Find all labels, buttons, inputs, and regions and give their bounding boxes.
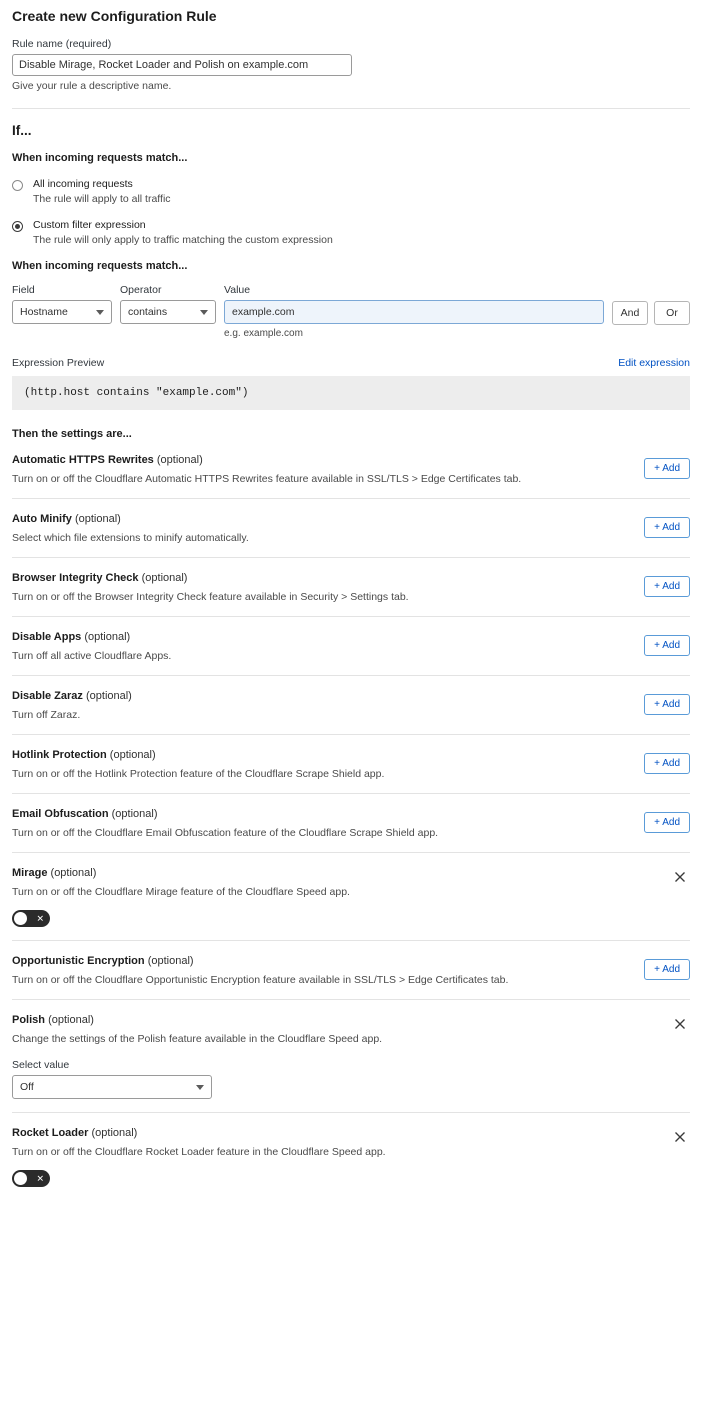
add-button[interactable]: + Add [644, 753, 690, 774]
edit-expression-link[interactable]: Edit expression [618, 357, 690, 369]
setting-name: Disable Apps [12, 631, 82, 643]
toggle-knob [14, 912, 27, 925]
polish-value-select[interactable] [12, 1075, 212, 1099]
setting-optional: (optional) [84, 631, 131, 643]
setting-name: Browser Integrity Check [12, 572, 139, 584]
builder-label: When incoming requests match... [12, 260, 188, 272]
setting-name: Opportunistic Encryption [12, 955, 145, 967]
setting-desc: Turn on or off the Cloudflare Mirage feature of the Cloudflare Speed app. [12, 886, 350, 898]
setting-optional: (optional) [156, 454, 203, 466]
setting-desc: Turn on or off the Cloudflare Rocket Loader feature in the Cloudflare Speed app. [12, 1146, 386, 1158]
radio-title: All incoming requests [33, 178, 133, 190]
chevron-down-icon [96, 310, 104, 315]
setting-name: Email Obfuscation [12, 808, 109, 820]
field-select[interactable] [12, 300, 112, 324]
setting-name: Mirage [12, 867, 48, 879]
add-button[interactable]: + Add [644, 458, 690, 479]
radio-custom-filter-expression[interactable] [12, 219, 690, 246]
setting-title [12, 1127, 690, 1139]
then-heading: Then the settings are... [12, 428, 132, 440]
and-or-buttons [612, 284, 690, 325]
setting-browser-integrity-check [12, 557, 690, 616]
setting-desc: Turn on or off the Browser Integrity Check feature available in Security > Settings tab. [12, 591, 409, 603]
field-column [12, 284, 112, 324]
setting-title [12, 867, 690, 879]
add-button[interactable]: + Add [644, 517, 690, 538]
setting-desc: Turn on or off the Cloudflare Email Obfuscation feature of the Cloudflare Scrape Shield app. [12, 827, 439, 839]
toggle-off-icon: ✕ [36, 913, 44, 923]
rocket-loader-toggle[interactable] [12, 1170, 50, 1187]
setting-title [12, 808, 690, 820]
remove-icon[interactable] [672, 1016, 688, 1032]
setting-title [12, 572, 690, 584]
setting-automatic-https-rewrites [12, 440, 690, 498]
chevron-down-icon [200, 310, 208, 315]
and-button[interactable]: And [612, 301, 648, 325]
setting-name: Auto Minify [12, 513, 72, 525]
chevron-down-icon [196, 1085, 204, 1090]
setting-optional: (optional) [141, 572, 188, 584]
rule-name-help: Give your rule a descriptive name. [12, 80, 172, 92]
radio-icon[interactable] [12, 180, 23, 191]
setting-desc: Turn off all active Cloudflare Apps. [12, 650, 172, 662]
setting-title [12, 454, 690, 466]
setting-disable-apps [12, 616, 690, 675]
setting-optional: (optional) [48, 1014, 94, 1026]
setting-polish [12, 999, 690, 1112]
setting-desc: Turn on or off the Cloudflare Opportunistic Encryption feature available in SSL/TLS > Edge Certificates tab. [12, 974, 509, 986]
setting-name: Hotlink Protection [12, 749, 107, 761]
divider [12, 108, 690, 109]
setting-desc: Turn off Zaraz. [12, 709, 81, 721]
setting-optional: (optional) [85, 690, 132, 702]
setting-name: Rocket Loader [12, 1127, 89, 1139]
rule-name-input[interactable] [12, 54, 352, 76]
page-title: Create new Configuration Rule [12, 8, 217, 24]
toggle-off-icon: ✕ [36, 1173, 44, 1183]
setting-optional: (optional) [111, 808, 158, 820]
setting-email-obfuscation [12, 793, 690, 852]
setting-optional: (optional) [91, 1127, 138, 1139]
rule-name-label: Rule name (required) [12, 38, 112, 50]
remove-icon[interactable] [672, 869, 688, 885]
if-heading: If... [12, 123, 32, 138]
select-value-label: Select value [12, 1059, 70, 1071]
setting-opportunistic-encryption [12, 940, 690, 999]
setting-title [12, 1014, 690, 1026]
setting-desc: Select which file extensions to minify automatically. [12, 532, 249, 544]
radio-desc: The rule will apply to all traffic [33, 193, 171, 205]
add-button[interactable]: + Add [644, 812, 690, 833]
toggle-knob [14, 1172, 27, 1185]
value-column [224, 284, 604, 339]
radio-icon[interactable] [12, 221, 23, 232]
setting-rocket-loader [12, 1112, 690, 1200]
add-button[interactable]: + Add [644, 694, 690, 715]
field-select-value: Hostname [20, 306, 68, 318]
setting-name: Disable Zaraz [12, 690, 83, 702]
expression-preview-label: Expression Preview [12, 357, 105, 369]
mirage-toggle[interactable] [12, 910, 50, 927]
setting-desc: Turn on or off the Cloudflare Automatic HTTPS Rewrites feature available in SSL/TLS > Edge Certificates tab. [12, 473, 522, 485]
setting-optional: (optional) [50, 867, 97, 879]
match-label: When incoming requests match... [12, 152, 188, 164]
operator-label: Operator [120, 284, 162, 296]
field-label: Field [12, 284, 35, 296]
add-button[interactable]: + Add [644, 576, 690, 597]
operator-select-value: contains [128, 306, 168, 318]
value-input[interactable] [224, 300, 604, 324]
radio-all-incoming-requests[interactable] [12, 178, 690, 205]
filter-expression-builder [12, 284, 690, 339]
setting-optional: (optional) [147, 955, 194, 967]
rule-name-group [12, 38, 690, 92]
expression-preview-text: (http.host contains "example.com") [12, 376, 690, 410]
setting-name: Polish [12, 1014, 46, 1026]
radio-title: Custom filter expression [33, 219, 146, 231]
add-button[interactable]: + Add [644, 635, 690, 656]
setting-disable-zaraz [12, 675, 690, 734]
setting-title [12, 631, 690, 643]
expression-preview-header [12, 357, 690, 369]
polish-value: Off [20, 1081, 34, 1093]
or-button[interactable]: Or [654, 301, 690, 325]
setting-title [12, 749, 690, 761]
setting-title [12, 955, 690, 967]
setting-optional: (optional) [109, 749, 156, 761]
value-hint: e.g. example.com [224, 328, 303, 339]
operator-select[interactable] [120, 300, 216, 324]
value-label: Value [224, 284, 251, 296]
setting-optional: (optional) [74, 513, 121, 525]
setting-desc: Change the settings of the Polish feature available in the Cloudflare Speed app. [12, 1033, 383, 1045]
setting-name: Automatic HTTPS Rewrites [12, 454, 154, 466]
setting-title [12, 513, 690, 525]
setting-title [12, 690, 690, 702]
setting-desc: Turn on or off the Hotlink Protection feature of the Cloudflare Scrape Shield app. [12, 768, 385, 780]
remove-icon[interactable] [672, 1129, 688, 1145]
operator-column [120, 284, 216, 324]
setting-hotlink-protection [12, 734, 690, 793]
add-button[interactable]: + Add [644, 959, 690, 980]
radio-desc: The rule will only apply to traffic matching the custom expression [33, 234, 333, 246]
setting-mirage [12, 852, 690, 940]
setting-auto-minify [12, 498, 690, 557]
